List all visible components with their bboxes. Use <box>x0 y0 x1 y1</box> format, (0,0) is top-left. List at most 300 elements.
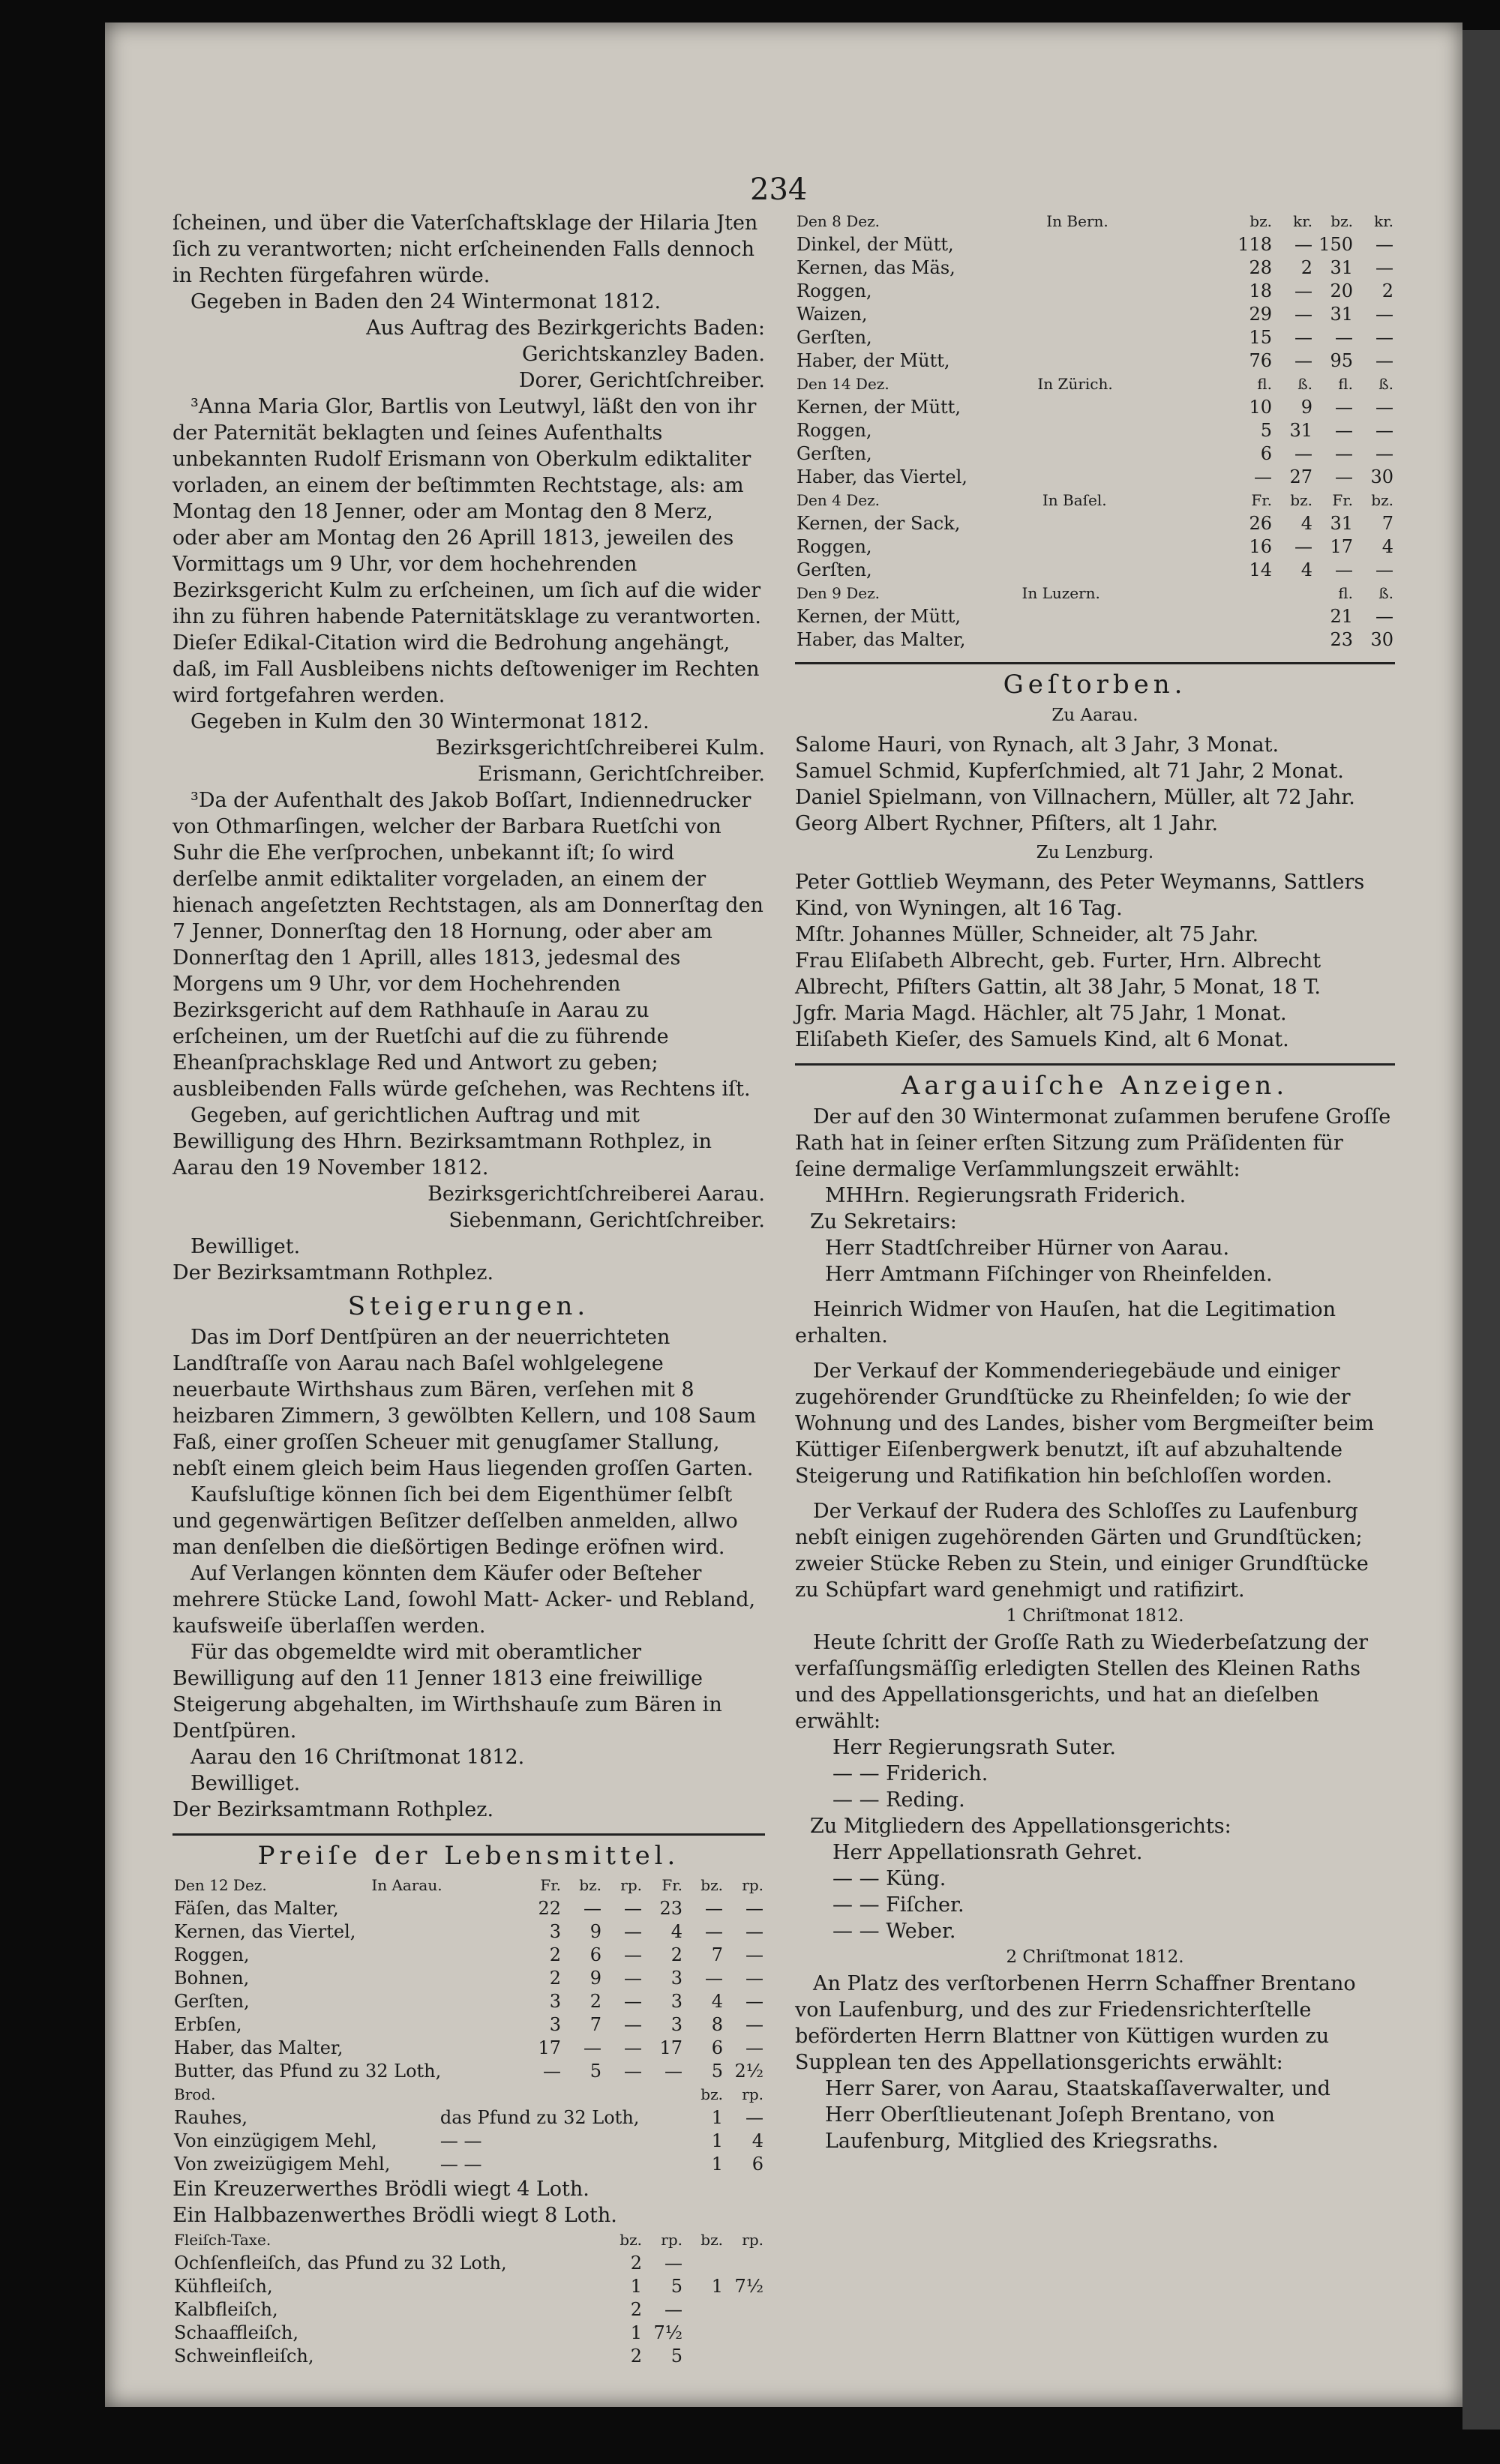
row-value: 9 <box>590 1968 602 1989</box>
row-value <box>724 2322 765 2345</box>
price-date: Den 4 Dez. <box>796 491 880 509</box>
row-item: Von einzügigem Mehl, <box>174 2130 377 2151</box>
bread-note: Ein Halbbazenwerthes Brödli wiegt 8 Loth. <box>172 2204 617 2227</box>
row-item: Schaaffleiſch, <box>174 2322 298 2343</box>
row-value: 2 <box>670 1944 682 1965</box>
row-value: — <box>664 2253 682 2274</box>
row-value: 5 <box>670 2346 682 2367</box>
notice-paragraph: ³Da der Aufenthalt des Jakob Boſſart, Indiennedrucker von Othmarſingen, welcher der Barbara Ruetſchi von Suhr die Ehe verſprochen, unbekannt iſt; ſo wird derſelbe anmit ediktaliter vorgeladen, an einem der hienach angeſetzten Rechtstagen, als am Donnerſtag den 7 Jenner, Donnerſtag den 18 Hornung, oder aber am Donnerſtag den 1 Aprill, alles 1813, jedesmal des Morgens um 9 Uhr, vor dem Hochehrenden Bezirksgericht auf dem Rathhauſe in Aarau zu erſcheinen, um der Ruetſchi auf die zu führende Eheanſprachsklage Red und Antwort zu geben; ausbleibenden Falls würde geſchehen, was Rechtens iſt. <box>172 789 764 1101</box>
table-row <box>172 2322 765 2345</box>
row-value: 4 <box>1382 536 1394 557</box>
row-value: 21 <box>1330 606 1353 627</box>
row-item: Haber, das Viertel, <box>796 466 968 487</box>
zurich-price-table <box>795 373 1395 489</box>
row-value: — <box>1335 559 1353 580</box>
page-number: 234 <box>750 172 808 207</box>
announcement-paragraph: Der Verkauf der Rudera des Schloſſes zu Laufenburg nebſt einigen zugehörenden Gärten und Grundſtücken; zweier Stücke Reben zu Stein, und einiger Grundſtücke zu Schüpfart ward genehmigt und ratifizirt. <box>795 1500 1369 1602</box>
announcement-paragraph: Heute ſchritt der Groſſe Rath zu Wiederbeſatzung der verfaſſungsmäſſig erledigten Stellen des Kleinen Raths und des Appellationsgerichts, und hat an dieſelben erwählt: <box>795 1631 1369 1733</box>
announcement-line: Herr Amtmann Fiſchinger von Rheinfelden. <box>825 1263 1273 1286</box>
row-value: 3 <box>549 2014 561 2035</box>
row-value: 9 <box>1300 397 1312 418</box>
row-value <box>724 2298 765 2322</box>
col-head: bz. <box>1250 212 1272 230</box>
table-row <box>795 559 1395 582</box>
row-value: 14 <box>1249 559 1272 580</box>
notice-signature: Aus Auftrag des Bezirkgerichts Baden: <box>366 316 765 340</box>
row-item: Gerſten, <box>796 559 872 580</box>
place-subheading: Zu Lenzburg. <box>1036 843 1154 862</box>
announcement-line: Herr Regierungsrath Suter. <box>832 1736 1117 1759</box>
basel-price-table <box>795 489 1395 582</box>
row-value: 1 <box>630 2276 642 2297</box>
table-row <box>795 442 1395 466</box>
meat-price-table <box>172 2229 765 2368</box>
row-value: 31 <box>1289 420 1312 441</box>
row-item: Haber, das Malter, <box>796 629 966 650</box>
row-value: — <box>624 2014 642 2035</box>
row-value: 6 <box>711 2037 723 2058</box>
death-entry: Peter Gottlieb Weymann, des Peter Weymanns, Sattlers Kind, von Wyningen, alt 16 Tag. <box>795 871 1365 920</box>
row-value: — <box>1294 350 1312 371</box>
price-place: In Aarau. <box>371 1876 442 1894</box>
row-value: 2 <box>630 2299 642 2320</box>
row-value: — <box>1376 304 1394 325</box>
row-value: 1 <box>711 2154 723 2175</box>
section-heading-prices: Preiſe der Lebensmittel. <box>257 1841 680 1871</box>
row-value: 2 <box>590 1991 602 2012</box>
death-entry-list <box>795 732 1395 837</box>
price-date: Den 12 Dez. <box>174 1876 267 1894</box>
row-value <box>1233 628 1274 652</box>
announcement-line: — — Friderich. <box>832 1762 988 1785</box>
row-item: Gerſten, <box>796 443 872 464</box>
row-item: Erbſen, <box>174 2014 242 2035</box>
bread-note: Ein Kreuzerwerthes Brödli wiegt 4 Loth. <box>172 2178 590 2201</box>
row-value: 2 <box>630 2346 642 2367</box>
table-row <box>172 1967 765 1990</box>
row-item: Ochſenfleiſch, das Pfund zu 32 Loth, <box>174 2253 507 2274</box>
row-value: 2 <box>1300 257 1312 278</box>
row-value: 8 <box>711 2014 723 2035</box>
section-heading-auctions: Steigerungen. <box>347 1291 590 1321</box>
row-value: — <box>1335 397 1353 418</box>
bread-price-table <box>172 2083 765 2176</box>
table-row <box>795 280 1395 303</box>
row-value: 30 <box>1370 629 1394 650</box>
row-value <box>684 2298 724 2322</box>
notice-signature: Dorer, Gerichtſchreiber. <box>518 369 765 392</box>
row-value <box>1233 605 1274 628</box>
col-head: bz. <box>620 2231 642 2249</box>
place-subheading: Zu Aarau. <box>1052 706 1138 725</box>
row-item: Gerſten, <box>174 1991 250 2012</box>
row-value: — <box>746 1968 764 1989</box>
row-value: — <box>1376 606 1394 627</box>
announcement-line: Herr Sarer, von Aarau, Staatskaſſaverwalter, und <box>825 2077 1330 2100</box>
row-item: Haber, das Malter, <box>174 2037 344 2058</box>
col-head: ß. <box>1298 375 1312 393</box>
row-item: Roggen, <box>796 420 872 441</box>
col-head <box>1274 582 1314 605</box>
row-value <box>1274 605 1314 628</box>
row-value: 76 <box>1249 350 1272 371</box>
row-value: 29 <box>1249 304 1272 325</box>
row-value: — <box>664 2061 682 2082</box>
row-value: — <box>1294 234 1312 255</box>
row-value: 1 <box>711 2276 723 2297</box>
row-value: — <box>1376 234 1394 255</box>
row-value: 27 <box>1289 466 1312 487</box>
row-item: Von zweizügigem Mehl, <box>174 2154 391 2175</box>
col-head: bz. <box>1371 491 1394 509</box>
announcement-date: 1 Chriſtmonat 1812. <box>1006 1606 1184 1626</box>
col-head: rp. <box>742 2231 764 2249</box>
announcement-line: — — Reding. <box>832 1788 965 1812</box>
auction-paragraph: Das im Dorf Dentſpüren an der neuerrichteten Landſtraſſe von Aarau nach Baſel wohlgelegene neuerbaute Wirthshaus zum Bären, verſehen mit 8 heizbaren Zimmern, 3 gewölbten Kellern, und 108 Saum Faß, einer groſſen Scheuer mit genugſamer Stallung, nebſt einem gleich beim Haus liegenden groſſen Garten. <box>172 1326 757 1480</box>
table-row <box>795 303 1395 326</box>
announcement-line: MHHrn. Regierungsrath Friderich. <box>825 1184 1186 1207</box>
row-value: 150 <box>1318 234 1353 255</box>
notice-signature: Bezirksgerichtſchreiberei Kulm. <box>435 736 765 760</box>
table-row <box>795 628 1395 652</box>
row-value: 7½ <box>734 2276 764 2297</box>
price-place: In Zürich. <box>1037 375 1113 393</box>
announcement-line: — — Fiſcher. <box>832 1893 964 1917</box>
price-place: In Bern. <box>1046 212 1108 230</box>
notice-approval: Bewilliget. <box>190 1235 301 1258</box>
row-value: 7 <box>590 2014 602 2035</box>
row-value: — <box>1376 443 1394 464</box>
table-row <box>795 396 1395 419</box>
row-value: — <box>624 1991 642 2012</box>
row-value: 6 <box>752 2154 764 2175</box>
row-value: — <box>1294 443 1312 464</box>
auction-paragraph: Kaufsluſtige können ſich bei dem Eigenthümer ſelbſt und gegenwärtigen Beſitzer deſſelben anmelden, allwo man denſelben die dießörtigen Bedinge eröfnen wird. <box>172 1483 738 1559</box>
row-value: — <box>624 1944 642 1965</box>
table-row <box>795 326 1395 349</box>
death-entry: Mſtr. Johannes Müller, Schneider, alt 75 Jahr. <box>795 923 1259 946</box>
row-value: — <box>746 2107 764 2128</box>
row-value: 2 <box>549 1968 561 1989</box>
table-row <box>172 2130 765 2153</box>
row-value: 4 <box>752 2130 764 2151</box>
row-value: 30 <box>1370 466 1394 487</box>
bern-price-table <box>795 210 1395 373</box>
row-value: 95 <box>1330 350 1353 371</box>
table-row <box>172 2060 765 2083</box>
row-value: 7 <box>711 1944 723 1965</box>
section-rule <box>795 1063 1395 1066</box>
row-value: — <box>1294 304 1312 325</box>
row-value: 4 <box>711 1991 723 2012</box>
notice-signature: Gerichtskanzley Baden. <box>522 343 765 366</box>
col-head: ß. <box>1378 584 1394 602</box>
row-item: Roggen, <box>174 1944 250 1965</box>
row-value: — <box>624 2037 642 2058</box>
row-value: 18 <box>1249 280 1272 301</box>
row-value: 3 <box>670 1991 682 2012</box>
table-row <box>795 466 1395 489</box>
row-value: 23 <box>659 1898 682 1919</box>
col-head: bz. <box>1290 491 1312 509</box>
row-item: Kernen, das Mäs, <box>796 257 956 278</box>
notice-continuation: ſcheinen, und über die Vaterſchaftsklage der Hilaria Jten ſich zu verantworten; nicht erſcheinenden Falls dennoch in Rechten fürgefahren würde. <box>172 211 758 287</box>
announcement-paragraph: Der Verkauf der Kommenderiegebäude und einiger zugehörender Grundſtücke zu Rheinfelden; ſo wie der Wohnung und des Landes, bisher vom Bergmeiſter beim Küttiger Eiſenbergwerk benutzt, iſt auf abzuhaltende Steigerung und Ratifikation hin beſchloſſen worden. <box>795 1359 1375 1488</box>
col-head: fl. <box>1338 375 1353 393</box>
announcement-line: — — Küng. <box>832 1867 946 1890</box>
announcement-line: Herr Oberſtlieutenant Joſeph Brentano, von Laufenburg, Mitglied des Kriegsraths. <box>825 2103 1275 2153</box>
row-value: 1 <box>711 2107 723 2128</box>
death-entry: Salome Hauri, von Rynach, alt 3 Jahr, 3 Monat. <box>795 733 1280 757</box>
table-row <box>172 2106 765 2130</box>
row-value: 4 <box>670 1921 682 1942</box>
notice-date: Gegeben in Baden den 24 Wintermonat 1812. <box>190 290 662 313</box>
row-value: — <box>543 2061 561 2082</box>
right-column <box>795 210 1395 2310</box>
row-value: 10 <box>1249 397 1272 418</box>
row-value: 2 <box>1382 280 1394 301</box>
announcement-line: Herr Appellationsrath Gehret. <box>832 1841 1143 1864</box>
row-value: — <box>1294 327 1312 348</box>
row-value: 7½ <box>653 2322 682 2343</box>
death-entry: Georg Albert Rychner, Pfiſters, alt 1 Jahr. <box>795 812 1219 835</box>
auction-approval: Der Bezirksamtmann Rothplez. <box>172 1798 494 1821</box>
col-head: Fr. <box>662 1876 682 1894</box>
row-item: Fäſen, das Malter, <box>174 1898 339 1919</box>
notice-date: Gegeben, auf gerichtlichen Auftrag und mit Bewilligung des Hhrn. Bezirksamtmann Rothplez, in Aarau den 19 November 1812. <box>172 1104 712 1180</box>
row-value: — <box>664 2299 682 2320</box>
row-value <box>1274 628 1314 652</box>
col-head: rp. <box>742 1876 764 1894</box>
row-unit: das Pfund zu 32 Loth, <box>440 2107 640 2128</box>
row-value: 5 <box>670 2276 682 2297</box>
row-item: Haber, der Mütt, <box>796 350 950 371</box>
row-item: Roggen, <box>796 536 872 557</box>
table-row <box>172 1897 765 1920</box>
row-value: 2 <box>549 1944 561 1965</box>
row-value: — <box>746 1898 764 1919</box>
announcement-line: — — Weber. <box>832 1920 956 1943</box>
death-entry: Eliſabeth Kieſer, des Samuels Kind, alt 6 Monat. <box>795 1028 1289 1051</box>
row-value: — <box>746 1944 764 1965</box>
death-entry: Daniel Spielmann, von Villnachern, Müller, alt 72 Jahr. <box>795 786 1355 809</box>
row-value: — <box>1376 420 1394 441</box>
row-item: Dinkel, der Mütt, <box>796 234 954 255</box>
price-date: Den 14 Dez. <box>796 375 890 393</box>
row-value: 31 <box>1330 304 1353 325</box>
row-value: — <box>1294 280 1312 301</box>
row-item: Bohnen, <box>174 1968 250 1989</box>
notice-approval: Der Bezirksamtmann Rothplez. <box>172 1261 494 1284</box>
col-head: rp. <box>742 2085 764 2103</box>
section-heading-announcements: Aargauiſche Anzeigen. <box>901 1071 1289 1101</box>
section-heading-deaths: Geſtorben. <box>1003 670 1187 700</box>
col-head: bz. <box>700 2085 723 2103</box>
row-item: Schweinfleiſch, <box>174 2346 314 2367</box>
announcement-paragraph: Der auf den 30 Wintermonat zuſammen berufene Groſſe Rath hat in ſeiner erſten Sitzung zum Präſidenten für ſeine dermalige Verſammlungszeit erwählt: <box>795 1105 1391 1181</box>
row-item: Kernen, der Sack, <box>796 513 961 534</box>
row-value: 17 <box>1330 536 1353 557</box>
row-value: 6 <box>590 1944 602 1965</box>
row-value: — <box>624 2061 642 2082</box>
col-head: bz. <box>700 1876 723 1894</box>
col-head: rp. <box>620 1876 642 1894</box>
col-head: bz. <box>1330 212 1353 230</box>
row-value: 5 <box>711 2061 723 2082</box>
table-label: Brod. <box>174 2085 216 2103</box>
row-item: Kernen, der Mütt, <box>796 397 961 418</box>
col-head: kr. <box>1374 212 1394 230</box>
table-row <box>172 2013 765 2037</box>
row-value: — <box>746 1991 764 2012</box>
table-row <box>795 535 1395 559</box>
row-value: 3 <box>670 2014 682 2035</box>
death-entry: Frau Eliſabeth Albrecht, geb. Furter, Hrn. Albrecht Albrecht, Pfiſters Gattin, alt 38 Jahr, 5 Monat, 18 T. <box>795 949 1322 999</box>
row-item: Rauhes, <box>174 2107 248 2128</box>
row-value: — <box>1335 420 1353 441</box>
row-item: Butter, das Pfund zu 32 Loth, <box>174 2061 442 2082</box>
table-row <box>795 605 1395 628</box>
table-row <box>172 2298 765 2322</box>
aarau-price-table <box>172 1874 765 2083</box>
col-head: fl. <box>1257 375 1272 393</box>
announcement-line: Zu Mitgliedern des Appellationsgerichts: <box>810 1815 1232 1838</box>
row-value: 17 <box>538 2037 561 2058</box>
announcement-date: 2 Chriſtmonat 1812. <box>1006 1947 1184 1967</box>
row-value: — <box>746 2037 764 2058</box>
row-value: — <box>584 2037 602 2058</box>
row-value <box>684 2322 724 2345</box>
notice-signature: Bezirksgerichtſchreiberei Aarau. <box>428 1183 765 1206</box>
announcement-paragraph: An Platz des verſtorbenen Herrn Schaffner Brentano von Laufenburg, und des zur Friedensrichterſtelle beförderten Herrn Blattner von Küttigen wurden zu Supplean ten des Appellationsgerichts erwählt: <box>795 1972 1356 2074</box>
row-item: Roggen, <box>796 280 872 301</box>
row-value: — <box>624 1968 642 1989</box>
notice-date: Gegeben in Kulm den 30 Wintermonat 1812. <box>190 710 650 733</box>
announcement-line: Herr Stadtſchreiber Hürner von Aarau. <box>825 1236 1230 1260</box>
section-rule <box>172 1833 765 1836</box>
row-unit: — — <box>440 2130 482 2151</box>
col-head: Fr. <box>1251 491 1272 509</box>
row-value <box>684 2345 724 2368</box>
row-value: 31 <box>1330 513 1353 534</box>
row-value: 20 <box>1330 280 1353 301</box>
row-value: — <box>1376 397 1394 418</box>
row-value: — <box>1376 257 1394 278</box>
price-date: Den 8 Dez. <box>796 212 880 230</box>
row-value: — <box>1376 327 1394 348</box>
row-value: — <box>705 1898 723 1919</box>
announcement-paragraph: Heinrich Widmer von Hauſen, hat die Legitimation erhalten. <box>795 1298 1336 1347</box>
row-value: 4 <box>1300 559 1312 580</box>
row-value: 5 <box>1260 420 1272 441</box>
auction-paragraph: Auf Verlangen könnten dem Käufer oder Beſteher mehrere Stücke Land, ſowohl Matt- Acker- und Rebland, kaufsweiſe überlaſſen werden. <box>172 1562 756 1638</box>
row-value: — <box>584 1898 602 1919</box>
row-item: Waizen, <box>796 304 868 325</box>
left-column <box>172 210 765 2367</box>
table-row <box>795 349 1395 373</box>
row-value: — <box>1335 466 1353 487</box>
next-page-edge <box>1462 30 1500 2430</box>
row-value: 118 <box>1238 234 1272 255</box>
row-value: — <box>746 2014 764 2035</box>
row-value: — <box>624 1921 642 1942</box>
row-value <box>684 2252 724 2275</box>
row-item: Kalbfleiſch, <box>174 2299 278 2320</box>
col-head: fl. <box>1338 584 1353 602</box>
col-head: bz. <box>700 2231 723 2249</box>
price-place: In Luzern. <box>1022 584 1100 602</box>
col-head: rp. <box>661 2231 682 2249</box>
table-row <box>795 512 1395 535</box>
row-value <box>724 2345 765 2368</box>
row-value: 26 <box>1249 513 1272 534</box>
price-date: Den 9 Dez. <box>796 584 880 602</box>
table-row <box>172 1990 765 2013</box>
row-value: — <box>1376 350 1394 371</box>
table-row <box>172 1944 765 1967</box>
table-label: Fleiſch-Taxe. <box>174 2231 272 2249</box>
col-head: bz. <box>579 1876 602 1894</box>
row-value <box>724 2252 765 2275</box>
row-item: Kernen, der Mütt, <box>796 606 961 627</box>
row-value: — <box>705 1968 723 1989</box>
col-head: kr. <box>1293 212 1312 230</box>
table-row <box>795 256 1395 280</box>
row-item: Kühfleiſch, <box>174 2276 273 2297</box>
table-row <box>172 2275 765 2298</box>
auction-paragraph: Für das obgemeldte wird mit oberamtlicher Bewilligung auf den 11 Jenner 1813 eine freiwillige Steigerung abgehalten, im Wirthshauſe zum Bären in Dentſpüren. <box>172 1641 722 1743</box>
row-value: 2½ <box>734 2061 764 2082</box>
row-item: Kernen, das Viertel, <box>174 1921 356 1942</box>
row-value: 31 <box>1330 257 1353 278</box>
row-value: — <box>1376 559 1394 580</box>
col-head <box>1233 582 1274 605</box>
section-rule <box>795 662 1395 664</box>
auction-date: Aarau den 16 Chriſtmonat 1812. <box>190 1746 525 1769</box>
row-value: 7 <box>1382 513 1394 534</box>
table-row <box>795 419 1395 442</box>
row-unit: — — <box>440 2154 482 2175</box>
price-place: In Baſel. <box>1042 491 1107 509</box>
death-entry: Samuel Schmid, Kupferſchmied, alt 71 Jahr, 2 Monat. <box>795 760 1344 783</box>
row-value: 4 <box>1300 513 1312 534</box>
row-value: 1 <box>711 2130 723 2151</box>
death-entry: Jgfr. Maria Magd. Hächler, alt 75 Jahr, 1 Monat. <box>795 1002 1287 1025</box>
row-value: 9 <box>590 1921 602 1942</box>
row-value: — <box>624 1898 642 1919</box>
row-value: 16 <box>1249 536 1272 557</box>
col-head: ß. <box>1378 375 1394 393</box>
table-row <box>795 233 1395 256</box>
table-row <box>172 2153 765 2176</box>
row-item: Gerſten, <box>796 327 872 348</box>
row-value: — <box>746 1921 764 1942</box>
row-value: 15 <box>1249 327 1272 348</box>
table-row <box>172 2037 765 2060</box>
row-value: 6 <box>1260 443 1272 464</box>
luzern-price-table <box>795 582 1395 652</box>
row-value: 2 <box>630 2253 642 2274</box>
col-head: Fr. <box>1332 491 1353 509</box>
row-value: 23 <box>1330 629 1353 650</box>
row-value: 28 <box>1249 257 1272 278</box>
table-row <box>172 2345 765 2368</box>
row-value: 3 <box>670 1968 682 1989</box>
row-value: — <box>705 1921 723 1942</box>
table-row <box>172 2252 765 2275</box>
auction-approval: Bewilliget. <box>190 1772 301 1795</box>
table-row <box>172 1920 765 1944</box>
